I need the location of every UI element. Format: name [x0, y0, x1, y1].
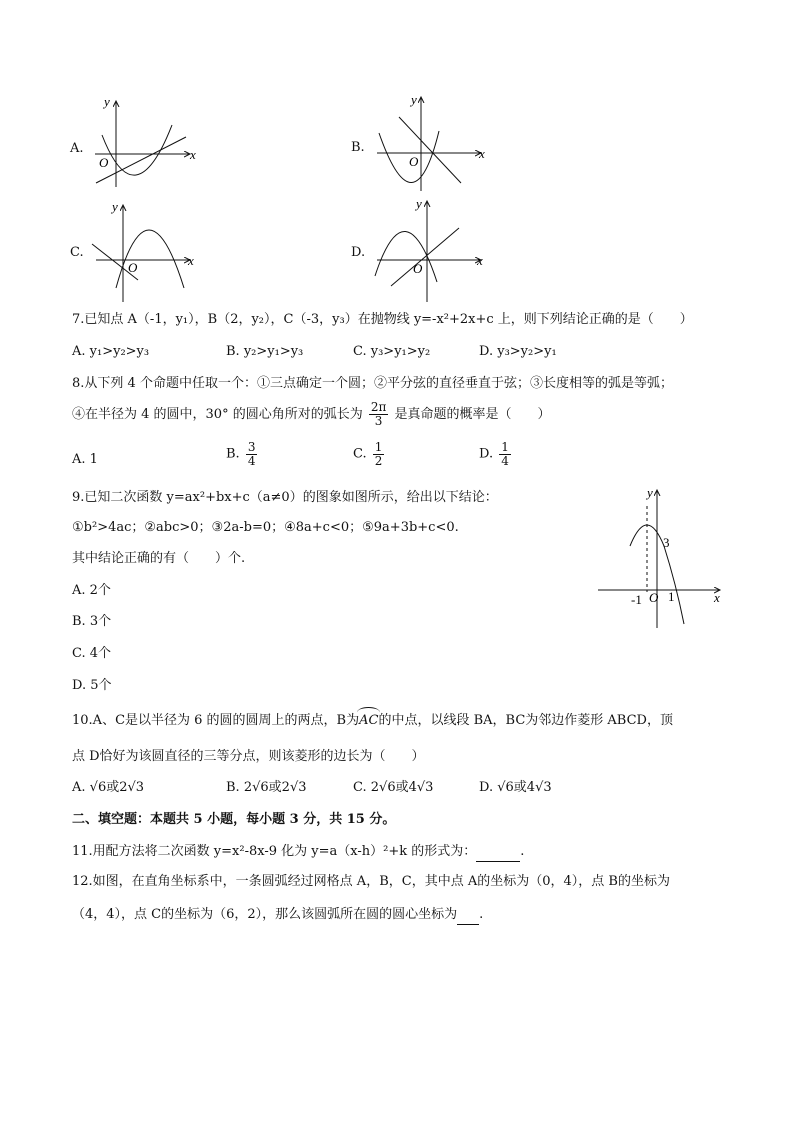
graph-c-y: y — [112, 200, 118, 214]
q9-graph-neg-one: -1 — [631, 592, 642, 607]
graph-c-o: O — [128, 260, 138, 275]
question-8-option-a[interactable]: A. 1 — [72, 452, 98, 467]
question-9-option-c[interactable]: C. 4个 — [72, 646, 112, 661]
q9-graph-one: 1 — [668, 589, 675, 604]
q10-c-label: C. — [353, 780, 367, 795]
option-c-denominator: 2 — [374, 454, 383, 468]
graph-b-y: y — [411, 93, 417, 107]
q9-graph-x: x — [714, 590, 720, 605]
question-8-line-2-pre: ④在半径为 4 的圆中，30° 的圆心角所对的弧长为 — [72, 407, 363, 422]
question-10-post: 的中点，以线段 BA，BC为邻边作菱形 ABCD，顶 — [378, 713, 673, 728]
graph-b — [369, 93, 491, 193]
option-b-label: B. — [226, 446, 240, 462]
option-c-label: C. — [70, 245, 84, 260]
option-b-numerator: 3 — [247, 440, 256, 454]
option-graph-b — [351, 93, 491, 193]
q10-c-root1: 2√6 — [370, 780, 396, 795]
graph-d-o: O — [413, 261, 423, 276]
question-10-line-1 — [72, 712, 673, 730]
question-8-line-1: 8.从下列 4 个命题中任取一个：①三点确定一个圆；②平分弦的直径垂直于弦；③长度相等的弧是等弧； — [72, 376, 673, 391]
question-8-option-c[interactable] — [353, 441, 386, 468]
question-7-option-c[interactable]: C. y₃>y₁>y₂ — [353, 344, 431, 359]
q10-b-label: B. — [226, 780, 240, 795]
question-7: 7.已知点 A（-1，y₁），B（2，y₂），C（-3，y₃）在抛物线 y=-x²+2x+c 上，则下列结论正确的是（ ） — [72, 312, 693, 327]
question-12-text: （4，4），点 C的坐标为（6，2），那么该圆弧所在圆的圆心坐标为 — [72, 907, 458, 922]
question-9-option-d[interactable]: D. 5个 — [72, 678, 112, 693]
graph-a-x: x — [190, 147, 196, 162]
question-9-option-a[interactable]: A. 2个 — [72, 583, 111, 598]
question-7-option-d[interactable]: D. y₃>y₂>y₁ — [479, 344, 557, 359]
question-9-line-1: 9.已知二次函数 y=ax²+bx+c（a≠0）的图象如图所示，给出以下结论： — [72, 490, 498, 505]
question-10-option-d[interactable] — [479, 779, 552, 797]
question-9-graph — [596, 484, 726, 630]
q10-d-label: D. — [479, 780, 494, 795]
q10-a-root2: √3 — [127, 780, 145, 795]
answer-blank-12[interactable] — [457, 906, 479, 925]
question-10-option-c[interactable] — [353, 779, 433, 797]
option-c-label: C. — [353, 446, 367, 462]
option-b-label: B. — [351, 140, 365, 155]
graph-d-x: x — [477, 253, 483, 268]
q9-graph-o: O — [649, 590, 659, 605]
q10-c-root2: √3 — [416, 780, 434, 795]
arc-length-numerator: 2π — [370, 400, 387, 414]
arc-length-fraction — [369, 401, 389, 428]
question-7-option-b[interactable]: B. y₂>y₁>y₃ — [226, 344, 304, 359]
graph-b-o: O — [409, 154, 419, 169]
option-b-denominator: 4 — [247, 454, 256, 468]
question-8-line-2 — [72, 401, 551, 428]
question-11-end: . — [520, 844, 525, 859]
question-7-option-a[interactable]: A. y₁>y₂>y₃ — [72, 344, 150, 359]
question-10-line-2: 点 D恰好为该圆直径的三等分点，则该菱形的边长为（ ） — [72, 749, 425, 764]
question-8-option-d[interactable] — [479, 441, 513, 468]
arc-ac: AC — [359, 713, 379, 728]
graph-c-x: x — [188, 253, 194, 268]
q10-d-mid: 或4 — [513, 780, 536, 795]
q10-c-mid: 或4 — [395, 780, 417, 795]
question-9-line-2: ①b²>4ac；②abc>0；③2a-b=0；④8a+c<0；⑤9a+3b+c<0. — [72, 520, 459, 535]
question-8-option-b[interactable] — [226, 441, 259, 468]
q10-d-root1: √6 — [497, 780, 514, 795]
option-graph-c — [70, 200, 200, 305]
graph-a-o: O — [99, 155, 109, 170]
option-c-numerator: 1 — [374, 440, 383, 454]
option-graph-a — [70, 95, 200, 190]
question-10-option-b[interactable] — [226, 779, 307, 797]
graph-d-y: y — [416, 196, 422, 211]
option-graph-d — [351, 196, 491, 306]
graph-a-y: y — [104, 95, 110, 109]
q10-a-root1: √6 — [89, 780, 107, 795]
question-11 — [72, 843, 524, 862]
question-10-pre: 10.A、C是以半径为 6 的圆的圆周上的两点，B为 — [72, 713, 360, 728]
option-d-numerator: 1 — [501, 440, 509, 454]
q10-b-mid: 或2 — [268, 780, 290, 795]
graph-b-x: x — [479, 146, 485, 161]
answer-blank-11[interactable] — [476, 843, 520, 862]
question-10-option-a[interactable] — [72, 779, 144, 797]
arc-length-denominator: 3 — [374, 414, 383, 428]
graph-a — [90, 95, 200, 190]
option-a-label: A. — [70, 141, 84, 156]
q10-a-label: A. — [72, 780, 86, 795]
q10-d-root2: √3 — [535, 780, 552, 795]
q9-graph-three: 3 — [663, 535, 670, 550]
question-12-line-1: 12.如图，在直角坐标系中，一条圆弧经过网格点 A，B，C，其中点 A的坐标为（0，4），点 B的坐标为 — [72, 874, 670, 889]
q10-a-mid: 或2 — [106, 780, 128, 795]
q9-graph-y: y — [647, 485, 653, 500]
q10-b-root1: 2√6 — [243, 780, 269, 795]
q10-b-root2: √3 — [289, 780, 307, 795]
option-d-label: D. — [479, 446, 494, 462]
graph-d — [369, 196, 491, 306]
graph-c — [88, 200, 200, 305]
question-9-line-3: 其中结论正确的有（ ）个. — [72, 551, 246, 566]
option-d-label: D. — [351, 245, 366, 260]
question-12-end: . — [479, 907, 484, 922]
question-12-line-2 — [72, 906, 483, 925]
question-9-option-b[interactable]: B. 3个 — [72, 614, 112, 629]
question-11-text: 11.用配方法将二次函数 y=x²-8x-9 化为 y=a（x-h）²+k 的形式为： — [72, 844, 477, 859]
section-2-heading: 二、填空题：本题共 5 小题，每小题 3 分，共 15 分。 — [72, 812, 396, 827]
option-d-denominator: 4 — [501, 454, 509, 468]
question-8-line-2-post: 是真命题的概率是（ ） — [394, 407, 551, 422]
